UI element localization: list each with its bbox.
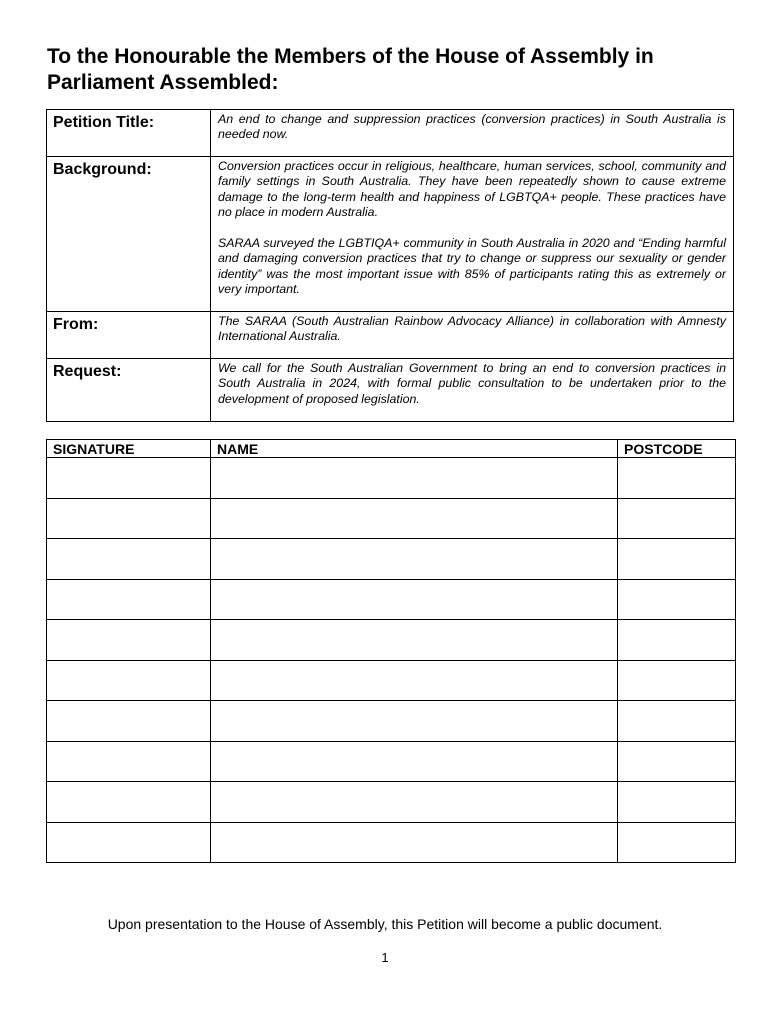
background-row (47, 157, 734, 312)
signature-table-header (47, 440, 736, 458)
from-label: From: (47, 312, 211, 359)
name-cell[interactable] (211, 701, 618, 742)
postcode-cell[interactable] (618, 579, 736, 620)
signature-cell[interactable] (47, 539, 211, 580)
signature-cell[interactable] (47, 782, 211, 823)
postcode-cell[interactable] (618, 539, 736, 580)
signature-cell[interactable] (47, 458, 211, 499)
signature-cell[interactable] (47, 660, 211, 701)
background-paragraph-2: SARAA surveyed the LGBTIQA+ community in South Australia in 2020 and “Ending harmful and damaging conversion practices that try to change or suppress our sexuality or gender identity” was the most important issue with 85% of participants rating this as extremely or very important. (218, 236, 726, 297)
table-row (47, 539, 736, 580)
postcode-cell[interactable] (618, 498, 736, 539)
request-row (47, 359, 734, 422)
signature-table (46, 439, 736, 863)
postcode-cell[interactable] (618, 741, 736, 782)
name-cell[interactable] (211, 822, 618, 863)
signature-column-header: SIGNATURE (47, 440, 211, 458)
table-row (47, 458, 736, 499)
name-cell[interactable] (211, 579, 618, 620)
postcode-cell[interactable] (618, 458, 736, 499)
name-cell[interactable] (211, 498, 618, 539)
name-cell[interactable] (211, 539, 618, 580)
postcode-column-header: POSTCODE (618, 440, 736, 458)
signature-cell[interactable] (47, 579, 211, 620)
petition-title-row (47, 110, 734, 157)
public-document-note: Upon presentation to the House of Assembly, this Petition will become a public document. (107, 916, 663, 932)
postcode-cell[interactable] (618, 620, 736, 661)
petition-title-text (211, 110, 734, 157)
table-row (47, 660, 736, 701)
from-value: The SARAA (South Australian Rainbow Advocacy Alliance) in collaboration with Amnesty International Australia. (218, 314, 726, 344)
from-row (47, 312, 734, 359)
table-row (47, 782, 736, 823)
signature-cell[interactable] (47, 498, 211, 539)
petition-title-label: Petition Title: (47, 110, 211, 157)
signature-cell[interactable] (47, 822, 211, 863)
page-number: 1 (381, 950, 389, 965)
from-text (211, 312, 734, 359)
name-column-header: NAME (211, 440, 618, 458)
request-label: Request: (47, 359, 211, 422)
table-row (47, 822, 736, 863)
name-cell[interactable] (211, 458, 618, 499)
petition-heading: To the Honourable the Members of the House of Assembly in Parliament Assembled: (47, 45, 654, 94)
background-text (211, 157, 734, 312)
signature-cell[interactable] (47, 620, 211, 661)
postcode-cell[interactable] (618, 660, 736, 701)
table-row (47, 579, 736, 620)
name-cell[interactable] (211, 741, 618, 782)
name-cell[interactable] (211, 620, 618, 661)
request-text (211, 359, 734, 422)
postcode-cell[interactable] (618, 822, 736, 863)
background-paragraph-1: Conversion practices occur in religious, healthcare, human services, school, community and family settings in South Australia. They have been repeatedly shown to cause extreme damage to the long-term health and happiness of LGBTQA+ people. These practices have no place in modern Australia. (218, 159, 726, 219)
request-value: We call for the South Australian Government to bring an end to conversion practices in South Australia in 2024, with formal public consultation to be undertaken prior to the development of proposed legislation. (218, 361, 726, 406)
petition-details-table (46, 109, 734, 422)
table-row (47, 498, 736, 539)
postcode-cell[interactable] (618, 701, 736, 742)
table-row (47, 620, 736, 661)
name-cell[interactable] (211, 782, 618, 823)
petition-title-value: An end to change and suppression practices (conversion practices) in South Australia is needed now. (218, 112, 726, 142)
table-row (47, 701, 736, 742)
name-cell[interactable] (211, 660, 618, 701)
background-label: Background: (47, 157, 211, 312)
postcode-cell[interactable] (618, 782, 736, 823)
table-row (47, 741, 736, 782)
signature-cell[interactable] (47, 701, 211, 742)
signature-cell[interactable] (47, 741, 211, 782)
